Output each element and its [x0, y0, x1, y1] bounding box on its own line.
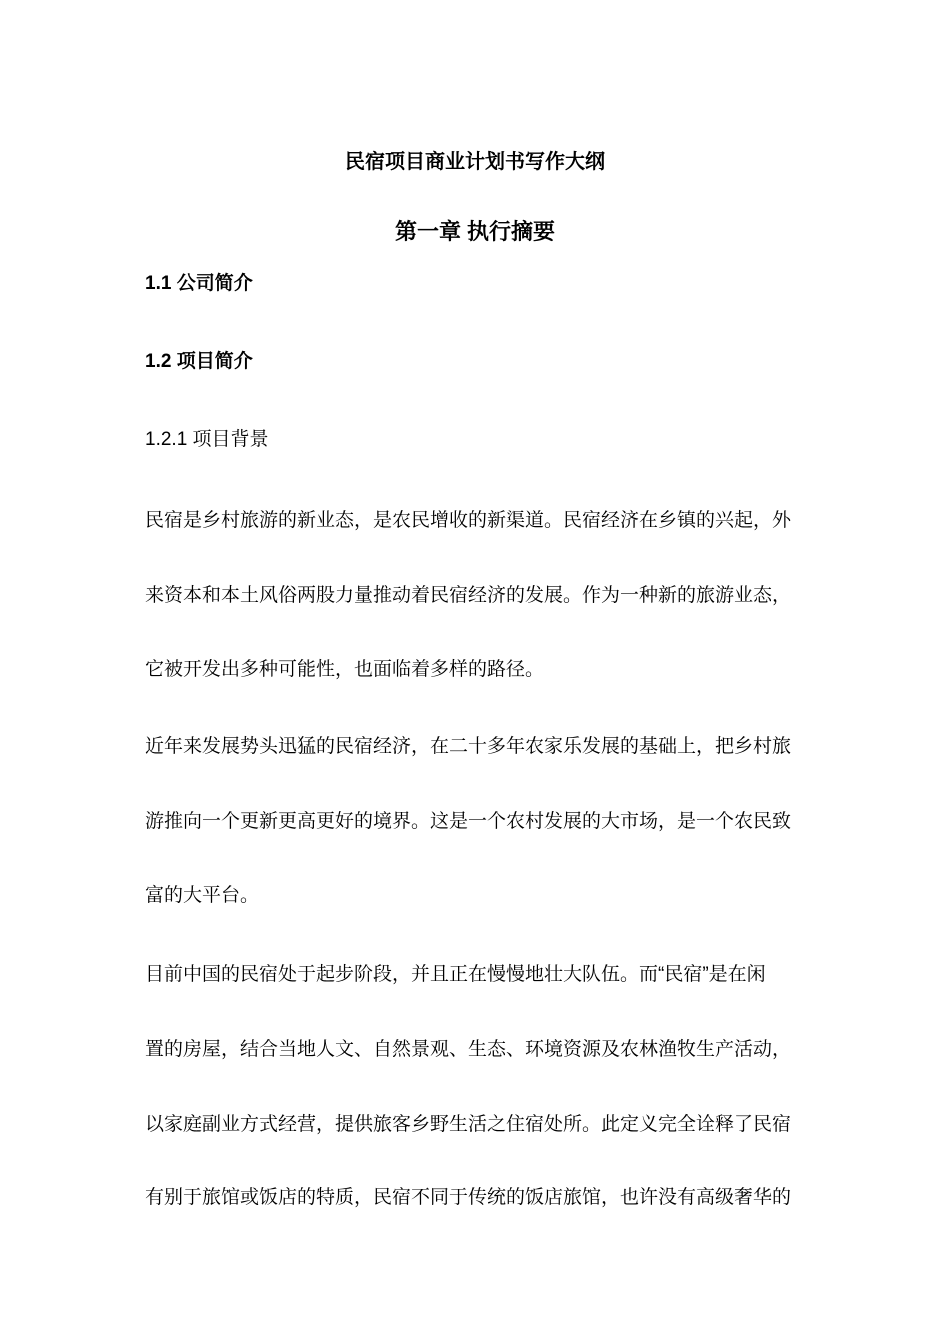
paragraph-line: 目前中国的民宿处于起步阶段，并且正在慢慢地壮大队伍。而“民宿”是在闲	[145, 964, 766, 985]
paragraph-line: 以家庭副业方式经营，提供旅客乡野生活之住宿处所。此定义完全诠释了民宿	[145, 1114, 792, 1135]
paragraph-line: 它被开发出多种可能性，也面临着多样的路径。	[145, 659, 545, 680]
section-heading-1-2: 1.2 项目简介	[145, 351, 253, 372]
paragraph-line: 富的大平台。	[145, 885, 260, 906]
document-title: 民宿项目商业计划书写作大纲	[345, 151, 605, 173]
chapter-heading: 第一章 执行摘要	[394, 219, 556, 244]
subsection-heading-1-2-1: 1.2.1 项目背景	[145, 429, 269, 450]
paragraph-line: 有别于旅馆或饭店的特质，民宿不同于传统的饭店旅馆，也许没有高级奢华的	[145, 1187, 792, 1208]
section-heading-1-1: 1.1 公司简介	[145, 273, 253, 294]
paragraph-line: 来资本和本土风俗两股力量推动着民宿经济的发展。作为一种新的旅游业态，	[145, 585, 792, 606]
paragraph-line: 置的房屋，结合当地人文、自然景观、生态、环境资源及农林渔牧生产活动，	[145, 1039, 792, 1060]
paragraph-line: 近年来发展势头迅猛的民宿经济，在二十多年农家乐发展的基础上，把乡村旅	[145, 736, 792, 757]
paragraph-line: 游推向一个更新更高更好的境界。这是一个农村发展的大市场，是一个农民致	[145, 811, 792, 832]
paragraph-line: 民宿是乡村旅游的新业态，是农民增收的新渠道。民宿经济在乡镇的兴起，外	[145, 510, 792, 531]
